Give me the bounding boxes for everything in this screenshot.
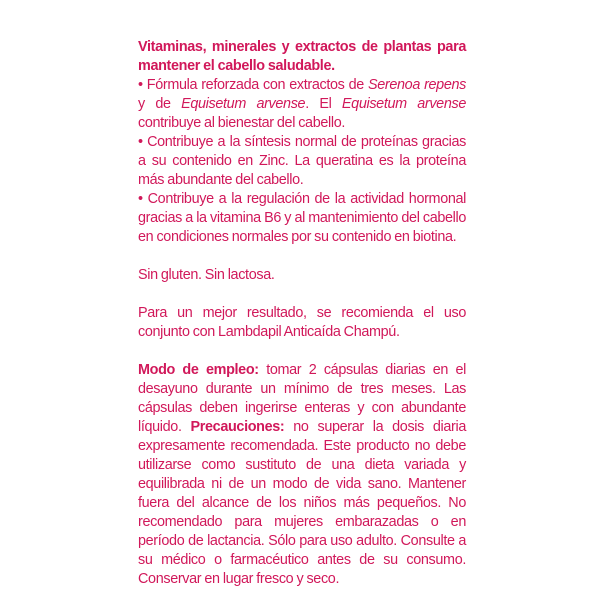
product-label-text (138, 38, 466, 589)
bullet-formula-italic-1: Serenoa repens (368, 77, 466, 93)
bullet-formula-text-2: y de (138, 96, 182, 112)
bullet-formula-italic-2: Equisetum arvense (181, 96, 306, 112)
recommendation-text: Para un mejor resultado, se recomienda el uso conjunto con Lambdapil Anticaída Champú. (138, 305, 466, 340)
bullet-protein: • Contribuye a la síntesis normal de proteínas gracias a su contenido en Zinc. La queratina es la proteína más abundante del cabello. (138, 134, 466, 188)
intro-heading: Vitaminas, minerales y extractos de plantas para mantener el cabello saludable. (138, 39, 466, 74)
spacer (138, 285, 466, 304)
precautions-label: Precauciones: (190, 419, 285, 435)
usage-text: tomar 2 cápsulas diarias en el desayuno durante un mínimo de tres meses. Las cápsulas deben ingerirse enteras y con abundante líquido. (138, 362, 467, 435)
spacer (138, 342, 466, 361)
bullet-formula-text-4: contribuye al bienestar del cabello. (138, 115, 345, 131)
usage-label: Modo de empleo: (138, 362, 259, 378)
bullet-formula (138, 76, 466, 133)
precautions-text: no superar la dosis diaria expresamente recomendada. Este producto no debe utilizarse como sustituto de una dieta variada y equilibrada ni de un modo de vida sano. Mantener fuera del alcance de los niños más pequeños. No recomendado para mujeres embarazadas o en período de lactancia. Sólo para uso adulto. Consulte a su médico o farmacéutico antes de su consumo. Conservar en lugar fresco y seco. (138, 419, 466, 587)
bullet-formula-text-1: • Fórmula reforzada con extractos de (138, 77, 369, 93)
bullet-hormonal: • Contribuye a la regulación de la actividad hormonal gracias a la vitamina B6 y al mantenimiento del cabello en condiciones normales por su contenido en biotina. (138, 191, 466, 245)
usage-paragraph (138, 361, 466, 589)
bullet-formula-italic-3: Equisetum arvense (341, 96, 466, 112)
spacer (138, 247, 466, 266)
free-from-text: Sin gluten. Sin lactosa. (138, 267, 275, 283)
bullet-formula-text-3: . El (305, 96, 342, 112)
